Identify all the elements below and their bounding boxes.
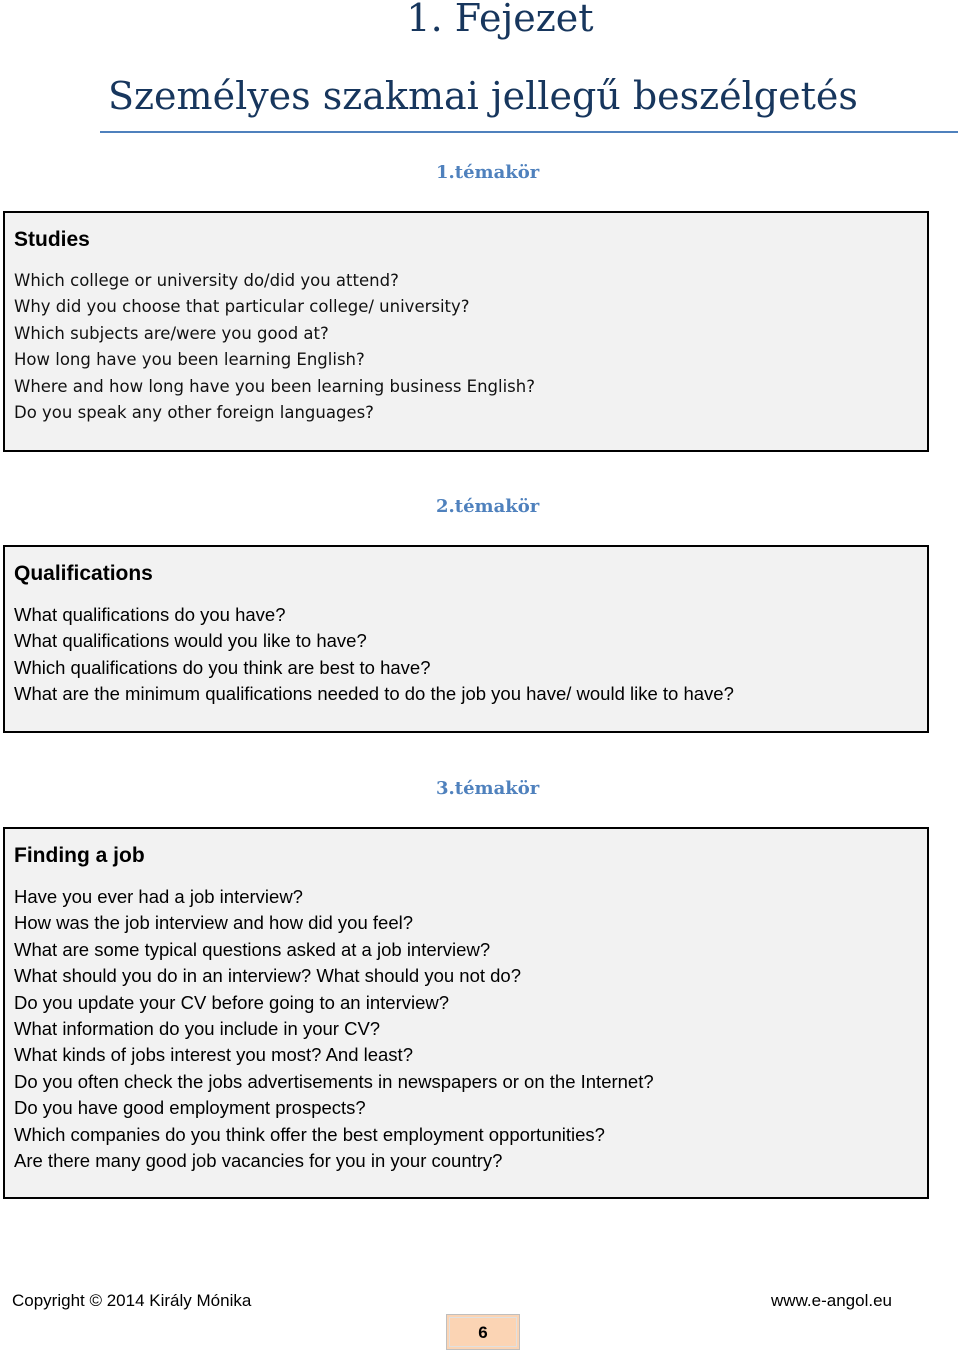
list-item: What are some typical questions asked at a job interview? <box>14 938 491 960</box>
section-heading: Qualifications <box>14 562 153 585</box>
chapter-heading: 1. Fejezet <box>406 0 594 40</box>
footer-website: www.e-angol.eu <box>771 1291 892 1310</box>
list-item: Have you ever had a job interview? <box>14 886 303 907</box>
list-item: What information do you include in your CV? <box>14 1017 381 1039</box>
list-item: What are the minimum qualifications needed to do the job you have/ would like to have? <box>14 683 734 705</box>
list-item: What should you do in an interview? What should you not do? <box>14 965 522 987</box>
list-item: Why did you choose that particular college/ university? <box>14 297 470 317</box>
topic-label-3: 3.témakör <box>436 778 540 799</box>
footer-copyright: Copyright © 2014 Király Mónika <box>12 1291 252 1310</box>
list-item: Do you update your CV before going to an interview? <box>14 991 450 1013</box>
section-heading: Finding a job <box>14 844 145 867</box>
question-list <box>14 602 734 708</box>
list-item: Do you speak any other foreign languages? <box>14 402 374 422</box>
list-item: How was the job interview and how did you feel? <box>14 912 414 934</box>
section-heading: Studies <box>14 228 90 251</box>
list-item: Which companies do you think offer the best employment opportunities? <box>14 1123 605 1145</box>
section-box-studies <box>3 211 929 452</box>
list-item: Which college or university do/did you attend? <box>14 271 399 290</box>
question-list <box>14 884 654 1174</box>
list-item: Which qualifications do you think are best to have? <box>14 656 431 678</box>
list-item: Do you often check the jobs advertisements in newspapers or on the Internet? <box>14 1070 654 1092</box>
page-number-badge: 6 <box>446 1314 520 1350</box>
list-item: What qualifications would you like to have? <box>14 630 367 652</box>
list-item: Are there many good job vacancies for you in your country? <box>14 1149 503 1171</box>
list-item: Where and how long have you been learning business English? <box>14 376 535 396</box>
question-list <box>14 268 535 426</box>
list-item: What kinds of jobs interest you most? And least? <box>14 1044 413 1066</box>
list-item: How long have you been learning English? <box>14 350 365 370</box>
list-item: What qualifications do you have? <box>14 604 286 625</box>
section-box-qualifications <box>3 545 929 733</box>
section-box-finding-a-job <box>3 827 929 1199</box>
title-underline <box>100 131 958 133</box>
list-item: Which subjects are/were you good at? <box>14 323 329 343</box>
topic-label-2: 2.témakör <box>436 496 540 517</box>
topic-label-1: 1.témakör <box>436 162 540 183</box>
list-item: Do you have good employment prospects? <box>14 1097 366 1119</box>
page-title: Személyes szakmai jellegű beszélgetés <box>108 74 858 118</box>
